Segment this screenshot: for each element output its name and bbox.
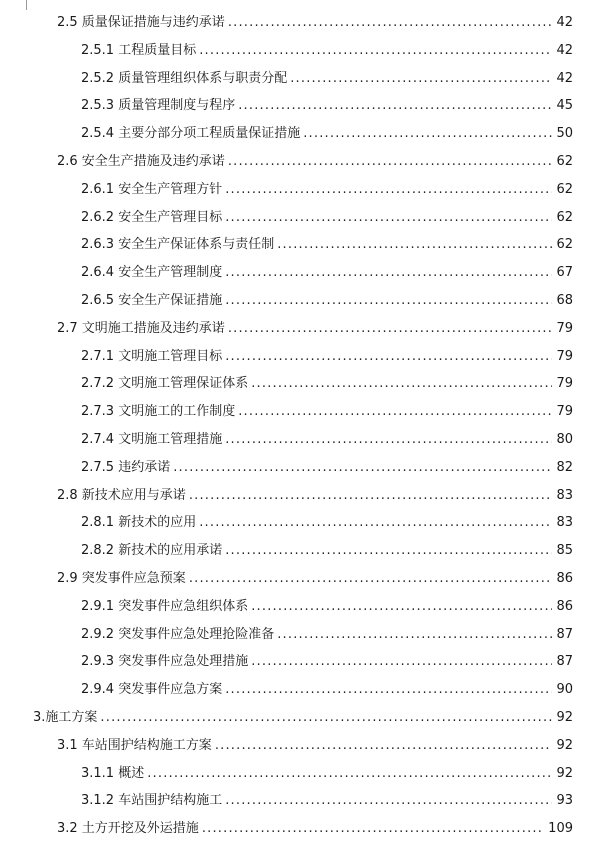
toc-entry-label: 2.6.4 安全生产管理制度: [81, 265, 223, 280]
toc-leader-dots: [251, 597, 552, 617]
toc-entry-label: 2.7.3 文明施工的工作制度: [81, 404, 236, 419]
toc-page-number: 82: [556, 460, 573, 475]
toc-leader-dots: [225, 791, 552, 811]
toc-entry[interactable]: [81, 652, 573, 672]
toc-page-number: 87: [556, 627, 573, 642]
toc-entry-label: 2.5.1 工程质量目标: [81, 43, 197, 58]
toc-entry[interactable]: [57, 819, 573, 839]
toc-page-number: 83: [556, 515, 573, 530]
toc-leader-dots: [202, 819, 544, 839]
toc-entry[interactable]: [81, 69, 573, 89]
toc-entry-label: 2.9.2 突发事件应急处理抢险准备: [81, 627, 275, 642]
toc-entry-label: 2.5.3 质量管理制度与程序: [81, 98, 236, 113]
toc-page-number: 42: [556, 71, 573, 86]
toc-entry[interactable]: [81, 96, 573, 116]
toc-leader-dots: [277, 235, 552, 255]
toc-entry[interactable]: [81, 625, 573, 645]
toc-leader-dots: [225, 208, 552, 228]
toc-leader-dots: [189, 486, 553, 506]
toc-entry[interactable]: [81, 402, 573, 422]
toc-leader-dots: [303, 124, 552, 144]
toc-leader-dots: [251, 652, 552, 672]
toc-entry[interactable]: [33, 708, 573, 728]
toc-leader-dots: [225, 541, 552, 561]
toc-entry[interactable]: [81, 263, 573, 283]
toc-entry-label: 3.施工方案: [33, 710, 98, 725]
toc-leader-dots: [238, 402, 552, 422]
toc-entry-label: 2.8.1 新技术的应用: [81, 515, 197, 530]
toc-entry-label: 3.1.2 车站围护结构施工: [81, 793, 223, 808]
toc-entry-label: 2.5.2 质量管理组织体系与职责分配: [81, 71, 288, 86]
toc-entry[interactable]: [81, 764, 573, 784]
toc-entry[interactable]: [81, 680, 573, 700]
toc-entry[interactable]: [81, 597, 573, 617]
toc-entry[interactable]: [81, 374, 573, 394]
toc-entry[interactable]: [81, 791, 573, 811]
toc-entry-label: 2.7.2 文明施工管理保证体系: [81, 376, 249, 391]
toc-page-number: 67: [556, 265, 573, 280]
toc-entry[interactable]: [57, 486, 573, 506]
toc-entry-label: 2.7.1 文明施工管理目标: [81, 349, 223, 364]
toc-entry-label: 2.9 突发事件应急预案: [57, 571, 186, 586]
toc-leader-dots: [225, 680, 552, 700]
toc-entry-label: 3.1 车站围护结构施工方案: [57, 738, 212, 753]
toc-leader-dots: [228, 319, 553, 339]
toc-page-number: 80: [556, 432, 573, 447]
toc-leader-dots: [238, 96, 552, 116]
toc-entry[interactable]: [81, 291, 573, 311]
toc-leader-dots: [225, 263, 552, 283]
toc-entry-label: 2.9.3 突发事件应急处理措施: [81, 654, 249, 669]
toc-leader-dots: [189, 569, 553, 589]
toc-entry[interactable]: [81, 41, 573, 61]
toc-leader-dots: [199, 41, 552, 61]
toc-leader-dots: [100, 708, 552, 728]
toc-page-number: 79: [556, 376, 573, 391]
toc-entry[interactable]: [81, 235, 573, 255]
toc-page-number: 86: [556, 599, 573, 614]
toc-page-number: 85: [556, 543, 573, 558]
toc-entry-label: 2.6.5 安全生产保证措施: [81, 293, 223, 308]
toc-entry[interactable]: [57, 319, 573, 339]
toc-entry-label: 3.1.1 概述: [81, 766, 145, 781]
toc-page-number: 79: [556, 404, 573, 419]
toc-entry[interactable]: [57, 736, 573, 756]
toc-page-number: 109: [548, 821, 573, 836]
toc-entry[interactable]: [81, 347, 573, 367]
toc-entry[interactable]: [57, 13, 573, 33]
toc-entry-label: 2.8 新技术应用与承诺: [57, 488, 186, 503]
toc-leader-dots: [225, 180, 552, 200]
toc-entry-label: 2.6 安全生产措施及违约承诺: [57, 154, 225, 169]
toc-page-number: 87: [556, 654, 573, 669]
toc-entry-label: 2.6.2 安全生产管理目标: [81, 210, 223, 225]
toc-entry-label: 2.5.4 主要分部分项工程质量保证措施: [81, 126, 301, 141]
toc-entry[interactable]: [81, 208, 573, 228]
page-corner-mark: [26, 0, 27, 10]
toc-page-number: 90: [556, 682, 573, 697]
toc-entry[interactable]: [57, 152, 573, 172]
toc-entry-label: 2.6.1 安全生产管理方针: [81, 182, 223, 197]
toc-leader-dots: [225, 430, 552, 450]
toc-entry-label: 2.9.1 突发事件应急组织体系: [81, 599, 249, 614]
toc-leader-dots: [225, 291, 552, 311]
toc-page-number: 62: [556, 182, 573, 197]
toc-entry-label: 2.7.4 文明施工管理措施: [81, 432, 223, 447]
toc-page-number: 62: [556, 154, 573, 169]
toc-leader-dots: [277, 625, 552, 645]
toc-entry-label: 2.6.3 安全生产保证体系与责任制: [81, 237, 275, 252]
toc-entry-label: 2.9.4 突发事件应急方案: [81, 682, 223, 697]
toc-leader-dots: [228, 13, 553, 33]
toc-page-number: 42: [556, 43, 573, 58]
toc-leader-dots: [225, 347, 552, 367]
toc-leader-dots: [290, 69, 552, 89]
toc-entry-label: 2.8.2 新技术的应用承诺: [81, 543, 223, 558]
toc-page-number: 50: [556, 126, 573, 141]
toc-entry[interactable]: [81, 124, 573, 144]
toc-page-number: 42: [556, 15, 573, 30]
toc-entry[interactable]: [57, 569, 573, 589]
toc-entry[interactable]: [81, 430, 573, 450]
toc-page-number: 45: [556, 98, 573, 113]
toc-leader-dots: [228, 152, 553, 172]
toc-entry[interactable]: [81, 180, 573, 200]
toc-entry[interactable]: [81, 513, 573, 533]
toc-entry[interactable]: [81, 458, 573, 478]
toc-page-number: 93: [556, 793, 573, 808]
toc-entry[interactable]: [81, 541, 573, 561]
toc-leader-dots: [215, 736, 553, 756]
toc-page-number: 92: [556, 738, 573, 753]
toc-entry-label: 3.2 土方开挖及外运措施: [57, 821, 199, 836]
toc-page-number: 79: [556, 349, 573, 364]
toc-leader-dots: [251, 374, 552, 394]
toc-entry-label: 2.5 质量保证措施与违约承诺: [57, 15, 225, 30]
toc-leader-dots: [173, 458, 552, 478]
toc-leader-dots: [199, 513, 552, 533]
toc-page-number: 79: [556, 321, 573, 336]
toc-page-number: 92: [556, 766, 573, 781]
toc-entry-label: 2.7.5 违约承诺: [81, 460, 171, 475]
toc-page-number: 62: [556, 237, 573, 252]
toc-page-number: 83: [556, 488, 573, 503]
toc-page-number: 86: [556, 571, 573, 586]
toc-page-number: 68: [556, 293, 573, 308]
toc-page-number: 92: [556, 710, 573, 725]
toc-page-number: 62: [556, 210, 573, 225]
toc-leader-dots: [147, 764, 552, 784]
toc-entry-label: 2.7 文明施工措施及违约承诺: [57, 321, 225, 336]
